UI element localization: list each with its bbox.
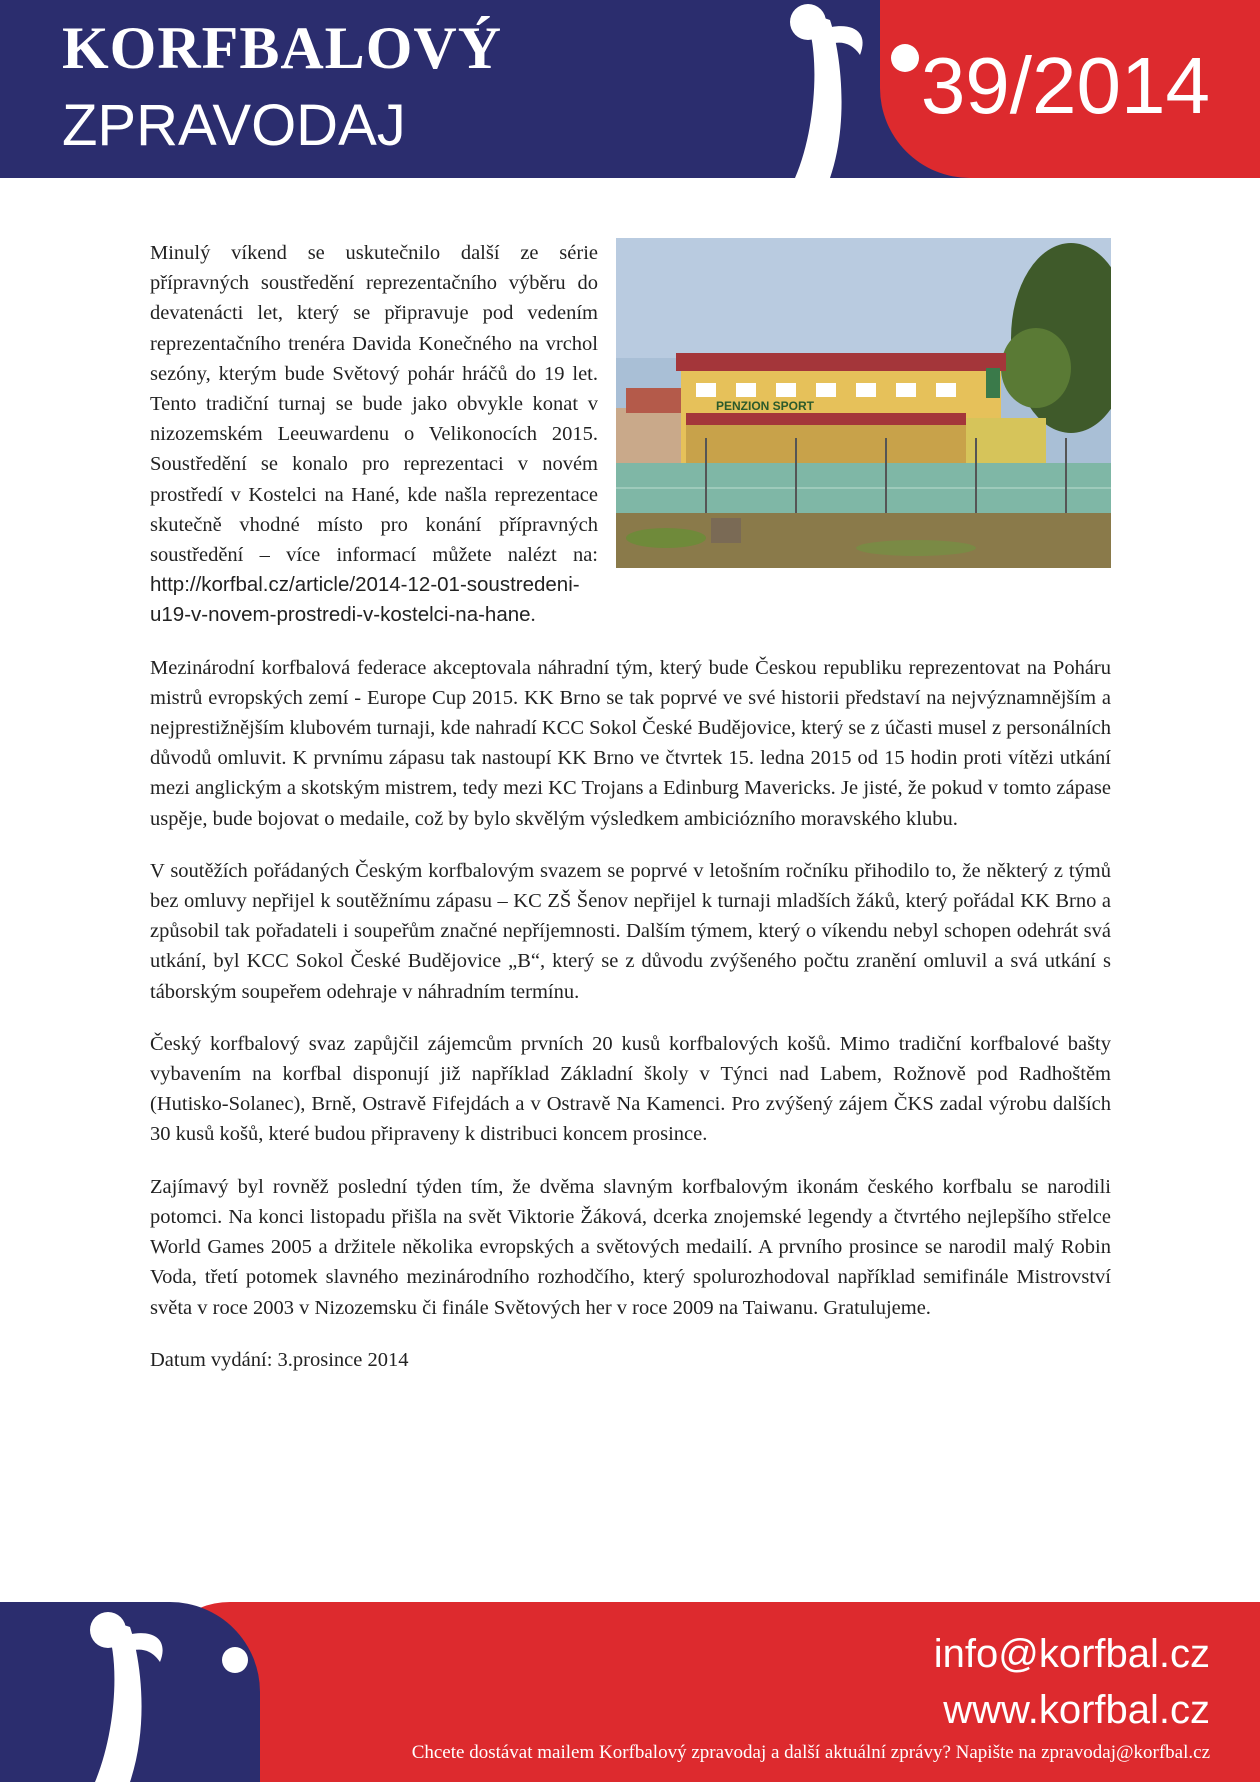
article-body (150, 238, 1111, 1397)
paragraph-1-end: . (530, 604, 536, 627)
header-title-line1: KORFBALOVÝ (62, 15, 503, 81)
penzion-sport-photo (616, 238, 1111, 568)
paragraph-1-text: Minulý víkend se uskutečnilo další ze série přípravných soustředění reprezentačního výběru do devatenácti let, který se připravuje pod vedením reprezentačního trenéra Davida Konečného na vrchol sezóny, kterým bude Světový pohár hráčů do 19 let. Tento tradiční turnaj se bude jako obvykle konat v nizozemském Leeuwardenu o Velikonocích 2015. Soustředění se konalo pro reprezentaci v novém prostředí v Kostelci na Hané, kde našla reprezentace skutečně vhodné místo pro konání přípravných soustředění – více informací můžete nalézt na: (150, 242, 598, 567)
article-paragraph-4: Český korfbalový svaz zapůjčil zájemcům prvních 20 kusů korfbalových košů. Mimo tradiční korfbalové bašty vybavením na korfbal disponují již například Základní školy v Týnci nad Labem, Rožnově pod Radhoštěm (Hutisko-Solanec), Brně, Ostravě Fifejdách a v Ostravě Na Kamenci. Pro zvýšený zájem ČKS zadal výrobu dalších 30 kusů košů, které budou připraveny k distribuci koncem prosince. (150, 1032, 1111, 1146)
korfball-player-footer-logo-icon (60, 1602, 280, 1782)
article-paragraph-5: Zajímavý byl rovněž poslední týden tím, že dvěma slavným korfbalovým ikonám českého korfbalu se narodili potomci. Na konci listopadu přišla na svět Viktorie Žáková, dcerka znojemské legendy a čtvrtého nejlepšího střelce World Games 2005 a držitele několika evropských a světových medailí. A prvního prosince se narodil malý Robin Voda, třetí potomek slavného mezinárodního rozhodčího, který spolurozhodoval například semifinále Mistrovství světa v roce 2003 v Nizozemsku či finále Světových her v roce 2009 na Taiwanu. Gratulujeme. (150, 1175, 1111, 1319)
header-banner (0, 0, 1260, 178)
article-photo (616, 238, 1111, 568)
header-title-line2: ZPRAVODAJ (62, 93, 406, 158)
issue-number: 39/2014 (920, 41, 1210, 130)
article-link[interactable]: http://korfbal.cz/article/2014-12-01-soustredeni-u19-v-novem-prostredi-v-kostelci-na-hane (150, 573, 580, 627)
publish-date: Datum vydání: 3.prosince 2014 (150, 1348, 409, 1371)
website-link[interactable]: www.korfbal.cz (943, 1688, 1210, 1732)
contact-email-link[interactable]: info@korfbal.cz (933, 1632, 1210, 1676)
photo-sign-text: PENZION SPORT (716, 399, 815, 413)
subscribe-note: Chcete dostávat mailem Korfbalový zpravodaj a další aktuální zprávy? Napište na zpravodaj@korfbal.cz (411, 1742, 1210, 1763)
article-paragraph-3: V soutěžích pořádaných Českým korfbalovým svazem se poprvé v letošním ročníku přihodilo to, že některý z týmů bez omluvy nepřijel k soutěžnímu zápasu – KC ZŠ Šenov nepřijel k turnaji mladších žáků, který pořádal KK Brno a způsobil tak pořadateli i soupeřům značné nepříjemnosti. Dalším týmem, který o víkendu nebyl schopen odehrát svá utkání, byl KCC Sokol České Budějovice „B“, který se z důvodu zvýšeného počtu zranění omluvil a svá utkání s táborským soupeřem odehraje v náhradním termínu. (150, 859, 1111, 1003)
article-paragraph-2: Mezinárodní korfbalová federace akceptovala náhradní tým, který bude Českou republiku reprezentovat na Poháru mistrů evropských zemí - Europe Cup 2015. KK Brno se tak poprvé ve své historii představí na nejvýznamnějším a nejprestižnějším klubovém turnaji, kde nahradí KCC Sokol České Budějovice, který se z účasti musel z personálních důvodů omluvit. K prvnímu zápasu tak nastoupí KK Brno ve čtvrtek 15. ledna 2015 od 15 hodin proti vítězi utkání mezi anglickým a skotským mistrem, tedy mezi KC Trojans a Edinburg Mavericks. Je jisté, že pokud v tomto zápase uspěje, bude bojovat o medaile, což by bylo skvělým výsledkem ambiciózního moravského klubu. (150, 656, 1111, 830)
footer-banner (0, 1602, 1260, 1782)
